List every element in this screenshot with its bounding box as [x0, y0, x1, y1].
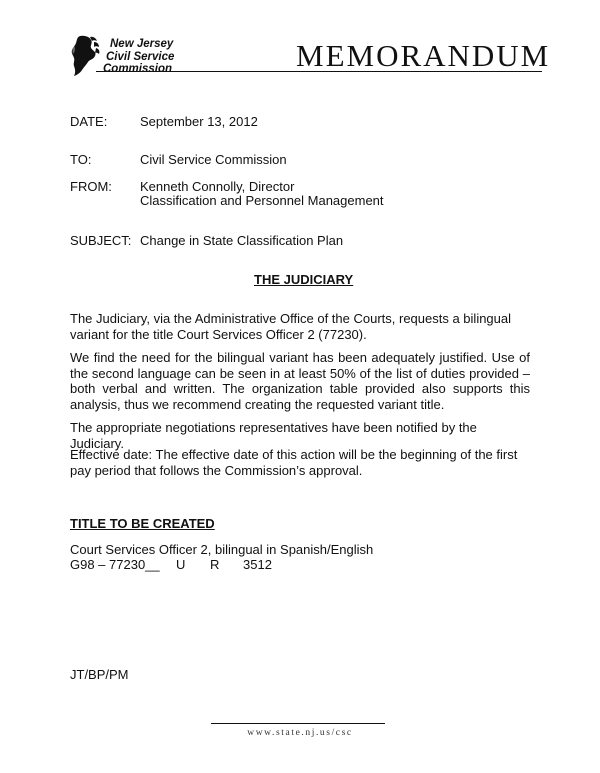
- logo-line-1: New Jersey: [110, 38, 174, 50]
- title-code-line: [70, 557, 272, 573]
- paragraph-justification: We find the need for the bilingual variant has been adequately justified. Use of the second language can be seen in at least 50% of the list of duties provided – both verbal and written. The organization table provided also supports this analysis, thus we recommend creating the requested variant title.: [70, 350, 530, 412]
- memo-title: MEMORANDUM: [296, 38, 551, 73]
- paragraph-effective-date: Effective date: The effective date of this action will be the beginning of the first pay period that follows the Commission’s approval.: [70, 447, 518, 478]
- from-value-line-1: Kenneth Connolly, Director: [140, 179, 295, 194]
- author-initials: JT/BP/PM: [70, 667, 129, 682]
- title-col-u: U: [176, 557, 186, 572]
- subject-label: SUBJECT:: [70, 233, 132, 248]
- logo-line-2: Civil Service: [106, 50, 175, 63]
- to-label: TO:: [70, 152, 92, 167]
- logo-wordmark: [103, 38, 175, 76]
- paragraph-notification: The appropriate negotiations representatives have been notified by the Judiciary.: [70, 420, 477, 451]
- section-title: THE JUDICIARY: [254, 272, 354, 287]
- title-to-create-heading: TITLE TO BE CREATED: [70, 516, 215, 531]
- paragraph-request: The Judiciary, via the Administrative Office of the Courts, requests a bilingual variant for the title Court Services Officer 2 (77230).: [70, 311, 512, 342]
- date-label: DATE:: [70, 114, 108, 129]
- title-code: G98 – 77230__: [70, 557, 160, 572]
- new-title-name: Court Services Officer 2, bilingual in Spanish/English: [70, 542, 374, 557]
- to-value: Civil Service Commission: [140, 152, 287, 167]
- from-label: FROM:: [70, 179, 112, 194]
- footer-divider: [211, 723, 385, 724]
- logo-line-3: Commission: [103, 63, 173, 75]
- title-col-number: 3512: [243, 557, 272, 572]
- date-value: September 13, 2012: [140, 114, 258, 129]
- title-col-r: R: [210, 557, 220, 572]
- header-divider: [96, 71, 542, 72]
- subject-value: Change in State Classification Plan: [140, 233, 344, 248]
- footer-url: www.state.nj.us/csc: [247, 728, 353, 738]
- from-value-line-2: Classification and Personnel Management: [140, 193, 384, 208]
